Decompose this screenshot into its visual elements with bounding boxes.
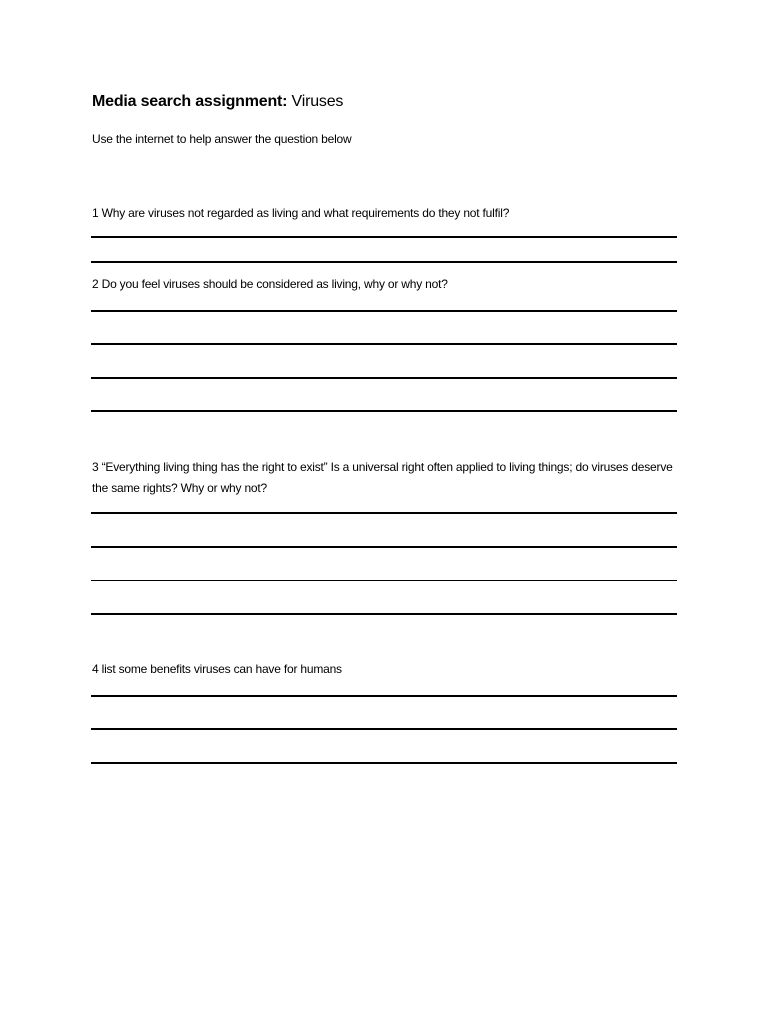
answer-line[interactable] <box>91 762 677 764</box>
answer-line[interactable] <box>91 343 677 345</box>
answer-line[interactable] <box>91 580 677 581</box>
question-1: 1 Why are viruses not regarded as living and what requirements do they not fulfil? <box>92 206 510 220</box>
answer-line[interactable] <box>91 310 677 312</box>
question-2: 2 Do you feel viruses should be considered as living, why or why not? <box>92 277 448 291</box>
answer-line[interactable] <box>91 695 677 697</box>
page-title <box>92 93 343 111</box>
answer-line[interactable] <box>91 546 677 548</box>
answer-line[interactable] <box>91 728 677 730</box>
question-3: 3 “Everything living thing has the right to exist” Is a universal right often applied to living things; do viruses deserve the same rights? Why or why not? <box>92 460 673 495</box>
answer-line[interactable] <box>91 613 677 615</box>
question-4: 4 list some benefits viruses can have for humans <box>92 662 342 676</box>
title-label: Media search assignment: <box>92 93 288 110</box>
answer-line[interactable] <box>91 261 677 263</box>
answer-line[interactable] <box>91 410 677 412</box>
answer-line[interactable] <box>91 512 677 514</box>
answer-line[interactable] <box>91 377 677 379</box>
instruction-text: Use the internet to help answer the question below <box>92 132 352 146</box>
answer-line[interactable] <box>91 236 677 238</box>
title-topic: Viruses <box>287 93 344 110</box>
